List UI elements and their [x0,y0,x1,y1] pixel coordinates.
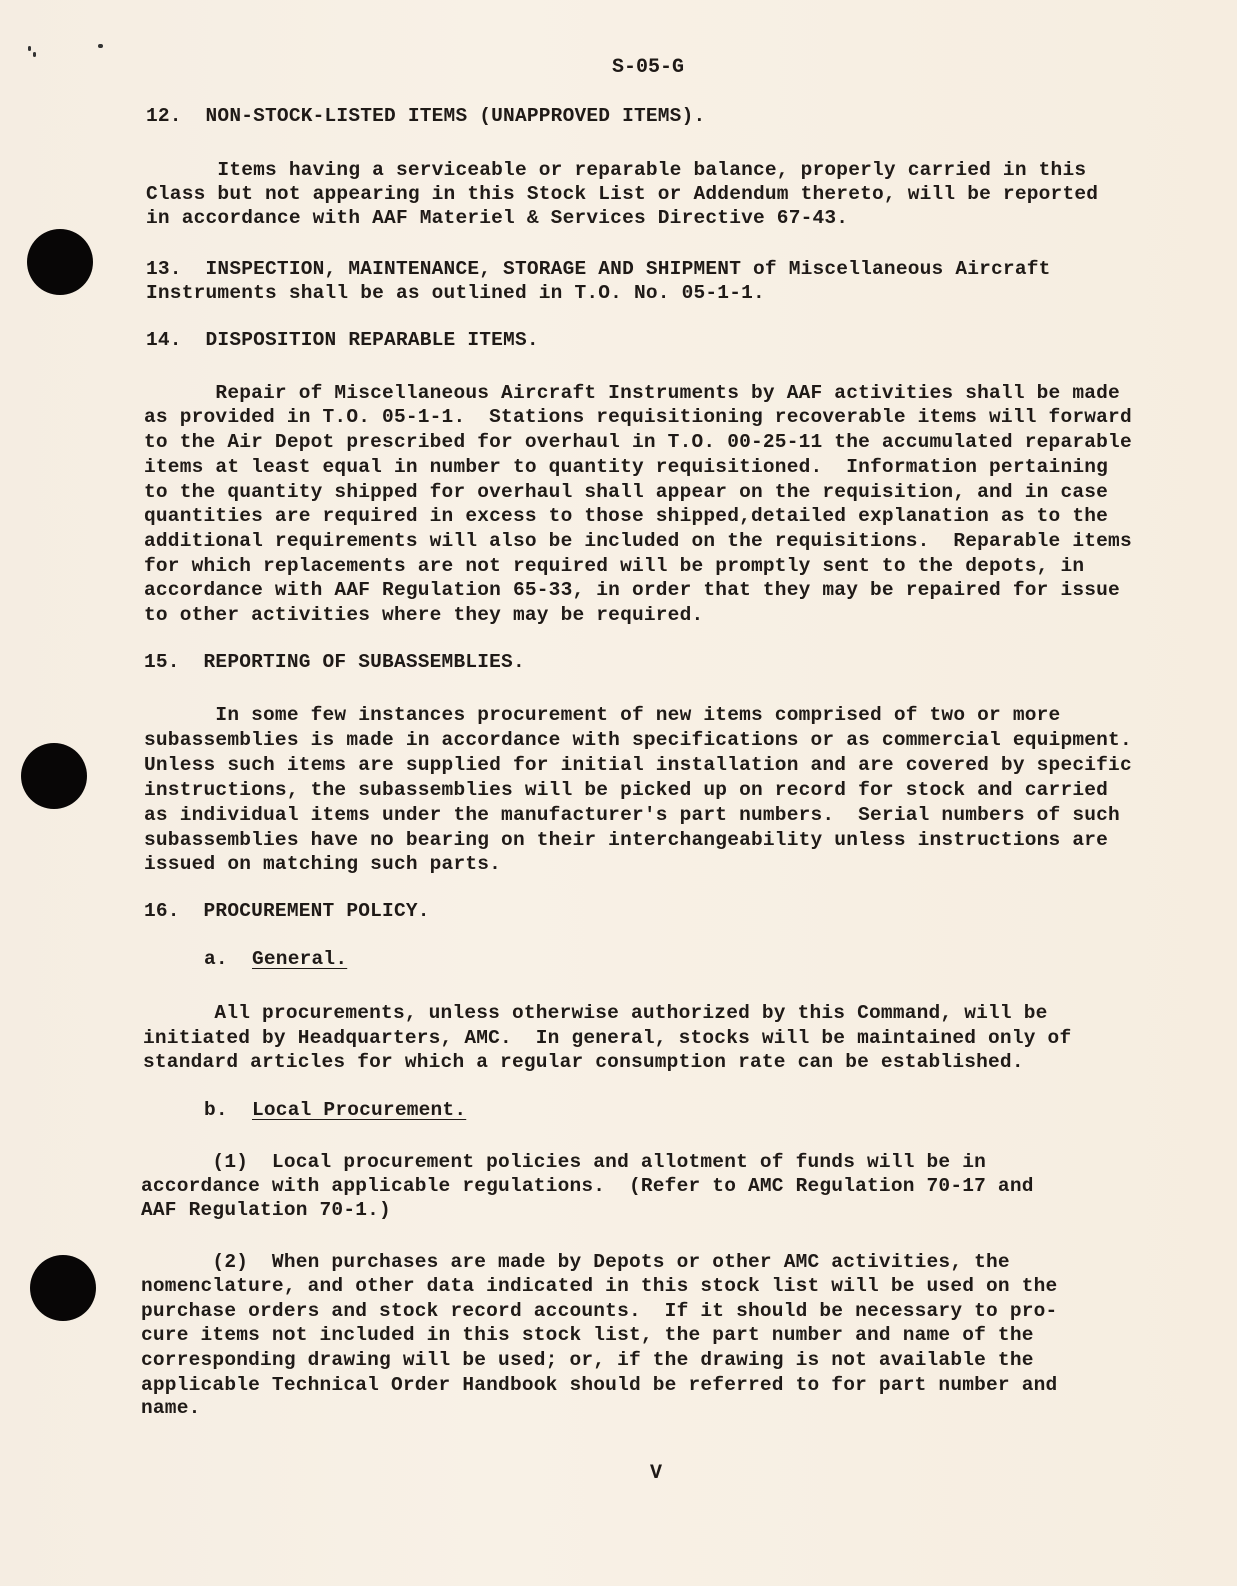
subsection-b2-line: (2) When purchases are made by Depots or other AMC activities, the [141,1251,1010,1273]
punch-hole-top [27,229,93,295]
section-15-line: instructions, the subassemblies will be picked up on record for stock and carried [144,779,1109,801]
section-14-line: to the Air Depot prescribed for overhaul in T.O. 00-25-11 the accumulated reparable [144,431,1132,453]
subsection-a-marker: a. [204,948,228,970]
punch-hole-bottom [30,1255,96,1321]
section-15-line: as individual items under the manufacturer's part numbers. Serial numbers of such [144,804,1120,826]
section-12-line: Class but not appearing in this Stock List or Addendum thereto, will be reported [146,183,1099,205]
section-15-line: In some few instances procurement of new items comprised of two or more [144,704,1061,726]
section-16-heading: 16. PROCUREMENT POLICY. [144,900,430,922]
subsection-b2-line: name. [141,1397,201,1419]
section-14-line: quantities are required in excess to those shipped,detailed explanation as to the [144,505,1109,527]
section-14-line: accordance with AAF Regulation 65-33, in order that they may be repaired for issue [144,579,1120,601]
subsection-b-marker: b. [204,1099,228,1121]
subsection-a-line: All procurements, unless otherwise authorized by this Command, will be [143,1002,1048,1024]
subsection-b2-line: applicable Technical Order Handbook should be referred to for part number and [141,1374,1058,1396]
document-number: S-05-G [612,56,685,79]
section-14-line: to other activities where they may be required. [144,604,704,626]
section-14-line: Repair of Miscellaneous Aircraft Instruments by AAF activities shall be made [144,382,1120,404]
subsection-b2-line: nomenclature, and other data indicated in this stock list will be used on the [141,1275,1058,1297]
section-12-heading: 12. NON-STOCK-LISTED ITEMS (UNAPPROVED ITEMS). [146,105,706,127]
section-13-line: 13. INSPECTION, MAINTENANCE, STORAGE AND SHIPMENT of Miscellaneous Aircraft [146,258,1051,280]
page-number: V [650,1462,663,1485]
section-13-line: Instruments shall be as outlined in T.O. No. 05-1-1. [146,282,765,304]
section-14-line: to the quantity shipped for overhaul shall appear on the requisition, and in case [144,481,1109,503]
subsection-b-title: Local Procurement. [252,1099,467,1121]
section-12-line: Items having a serviceable or reparable balance, properly carried in this [146,159,1087,181]
section-12-line: in accordance with AAF Materiel & Services Directive 67-43. [146,207,849,229]
subsection-a-line: standard articles for which a regular consumption rate can be established. [143,1051,1024,1073]
subsection-a-title: General. [252,948,348,970]
section-15-line: Unless such items are supplied for initial installation and are covered by specific [144,754,1132,776]
section-14-line: as provided in T.O. 05-1-1. Stations requisitioning recoverable items will forward [144,406,1132,428]
subsection-b2-line: corresponding drawing will be used; or, if the drawing is not available the [141,1349,1034,1371]
section-14-heading: 14. DISPOSITION REPARABLE ITEMS. [146,329,539,351]
scan-specks [28,40,118,60]
subsection-b1-line: accordance with applicable regulations. (Refer to AMC Regulation 70-17 and [141,1175,1034,1197]
punch-hole-middle [21,743,87,809]
section-15-heading: 15. REPORTING OF SUBASSEMBLIES. [144,651,525,673]
subsection-b1-line: AAF Regulation 70-1.) [141,1199,391,1221]
section-14-line: additional requirements will also be included on the requisitions. Reparable items [144,530,1132,552]
subsection-a-line: initiated by Headquarters, AMC. In general, stocks will be maintained only of [143,1027,1072,1049]
section-15-line: subassemblies have no bearing on their interchangeability unless instructions are [144,829,1109,851]
section-15-line: subassemblies is made in accordance with specifications or as commercial equipment. [144,729,1132,751]
subsection-b1-line: (1) Local procurement policies and allotment of funds will be in [141,1151,987,1173]
section-15-line: issued on matching such parts. [144,853,502,875]
subsection-b2-line: purchase orders and stock record accounts. If it should be necessary to pro- [141,1300,1058,1322]
subsection-b2-line: cure items not included in this stock list, the part number and name of the [141,1324,1034,1346]
section-14-line: for which replacements are not required will be promptly sent to the depots, in [144,555,1085,577]
section-14-line: items at least equal in number to quantity requisitioned. Information pertaining [144,456,1109,478]
